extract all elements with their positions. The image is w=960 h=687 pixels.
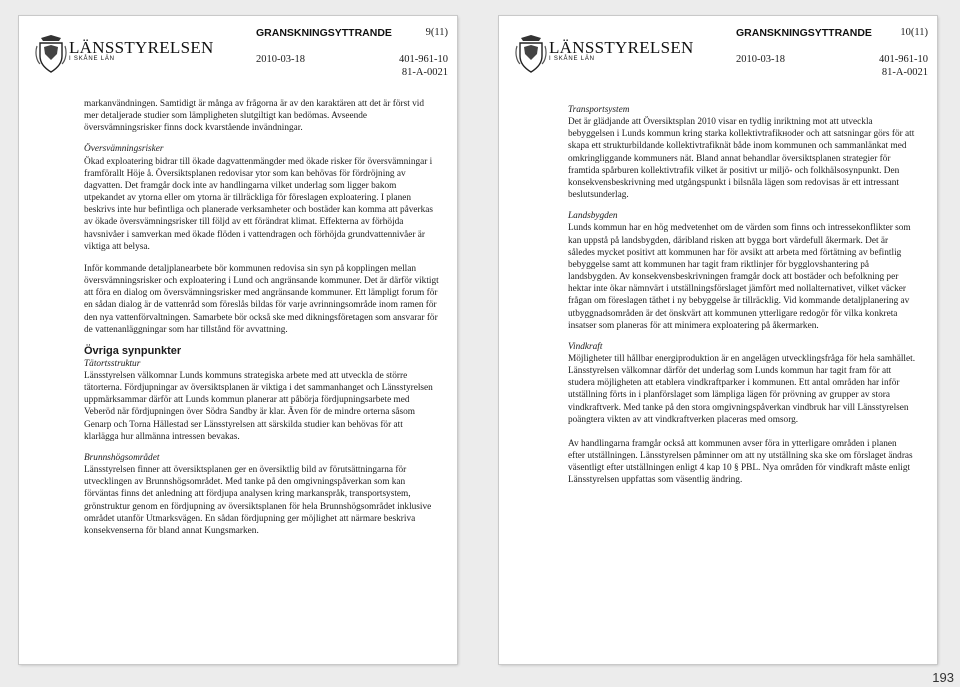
urban-section [84,358,439,443]
flood-paragraph: Ökad exploatering bidrar till ökade dagvattenmängder med ökade risker för översvämningar i framförallt Höje å. Översiktsplanen redovisar ytor som kan behövas för fördröjning av dagvatten. Det framgår dock inte av handlingarna vilket underlag som ligger bakom utpekandet av ytorna eller om ytorna är tillräckliga för föreslagen exploatering. I planen beskrivs inte hur befintliga och planerade verksamheter och bostäder kan komma att påverkas av ökade översvämningsrisker till följd av ett förändrat klimat. Effekterna av förhöjda havsnivåer i samverkan med ökade flöden i vattendragen och förhöjda grundvattennivåer är viktiga att belysa. [84,156,434,252]
rural-paragraph: Lunds kommun har en hög medvetenhet om de värden som finns och intressekonflikter som kan uppstå på landsbygden, däribland risken att bygga bort värdefull åkermark. Det är således mycket positivt att kommunen har för avsikt att arbeta med förtätning av befintlig bebyggelse samt att kommunen har tagit fram riktlinjer för bygglovshantering på landsbygden. Av konsekvensbeskrivningen framgår dock att bostäder och befolkning per hektar inte ökar nämnvärt i utställningsförslaget jämfört med nollalternativet, vilket väcker frågan om föreslagen täthet i ny bebyggelse är tillräcklig. Vid kommande detaljplanering av utbyggnadsområden är det önskvärt att kommunen ytterligare redogör för vilka konkreta insatser som planeras för att minimera exploatering på åkermarken. [568,223,911,331]
document-type: GRANSKNINGSYTTRANDE [256,27,392,39]
transport-section [568,104,916,201]
document-type: GRANSKNINGSYTTRANDE [736,27,872,39]
page-number: 9(11) [425,27,448,38]
closing-paragraph: Av handlingarna framgår också att kommunen avser föra in ytterligare områden i planen efter utställningen. Länsstyrelsen påminner om att ny utställning ska ske om förslaget ändras väsentligt efter utställningen enligt 4 kap 10 § PBL. Nya områden för vindkraft måste enligt Länsstyrelsen uppfattas som väsentlig ändring. [568,438,913,486]
page-body [84,98,439,549]
agency-logo-name: LÄNSSTYRELSEN [69,38,214,57]
transport-heading: Transportsystem [568,105,630,115]
rural-heading: Landsbygden [568,211,618,222]
flood-section [84,143,439,252]
other-comments-heading: Övriga synpunkter [84,344,182,357]
transport-paragraph: Det är glädjande att Översiktsplan 2010 visar en tydlig inriktning mot att utveckla bebyggelsen i Lunds kommun kring starka kollektivtrafikноder och att satsningar görs för att skapa ett strukturbildande kollektivtrafiknät både inom kommunen och sammanlänkat med omkringliggande kommuners nät. Bland annat behandlar översiktsplanen strategier för framtida spårburen kollektivtrafik vilket är positivt ur miljö- och folkhälsosynpunkt. Den konsekvensbeskrivning med utgångspunkt i bilsnåla lägen som redovisas är ett intressant beslutsunderlag. [568,117,915,201]
document-page-right [499,16,937,664]
page-body [568,104,916,499]
coat-of-arms-icon [515,34,547,74]
brunnshog-paragraph: Länsstyrelsen finner att översiktsplanen ger en översiktlig bild av förutsättningarna för utvecklingen av Brunnshögsområdet. Med tanke på den omgivningspåverkan som kan förväntas finns det anledning att fördjupa analysen kring markanspråk, transportsystem, grönstruktur genom en fördjupning av översiktsplanen för hela Brunnshögsområdet inklusive området utanför Utmarksvägen. En sådan fördjupning ger möjlighet att närmare beskriva konsekvenserna för bland annat Kungsmarken. [84,465,432,536]
corner-page-number: 193 [932,670,954,685]
urban-heading: Tätortsstruktur [84,358,141,369]
rural-section [568,210,916,332]
urban-paragraph: Länsstyrelsen välkomnar Lunds kommuns strategiska arbete med att utveckla de större tätorterna. Fördjupningar av översiktsplanen är viktiga i det sammanhanget och Länsstyrelsen uppmärksammar därför att Lunds kommun planerar att påbörja fördjupningsarbete med Veberöd när fördjupningen över Södra Sandby är klar. Även för de mindre orterna såsom Genarp och Torna Hällestad ser Länsstyrelsen att särskilda studier kan behövas för att klarlägga hur allmänna intressen bevakas. [84,370,433,442]
document-date: 2010-03-18 [256,54,305,65]
reference-code: 81-A-0021 [881,67,928,78]
coat-of-arms-icon [35,34,67,74]
reference-number: 401-961-10 [399,54,448,65]
agency-logo-name: LÄNSSTYRELSEN [549,38,694,57]
agency-logo-subtitle: I SKÅNE LÄN [69,56,115,62]
brunnshog-section [84,452,439,537]
intro-paragraph: markanvändningen. Samtidigt är många av frågorna är av den karaktären att det är först vid mer detaljerade studier som lämpligheten slutgiltigt kan bedömas. Avseende översvämningsrisker finns dock kvarstående invändningar. [84,99,424,134]
document-date: 2010-03-18 [736,54,785,65]
flood-heading: Översvämningsrisker [84,144,164,155]
reference-number: 401-961-10 [879,54,928,65]
detail-plan-paragraph: Inför kommande detaljplanearbete bör kommunen redovisa sin syn på kopplingen mellan översvämningsrisker och exploatering i Lund och angränsande kommuner. Det är därför viktigt att föra en dialog om översvämningsrisker med angränsande kommuner. Ett lämpligt forum för en sådan dialog är de vattenråd som föreslås bildas för varje avrinningsområde inom ramen för den nya vattenförvaltningen. Samarbete bör också ske med dikningsföretagen som ansvarar för de vattenanläggningar som har tillstånd för avvattning. [84,263,439,335]
page-number: 10(11) [900,27,928,38]
reference-code: 81-A-0021 [401,67,448,78]
agency-logo-subtitle: I SKÅNE LÄN [549,56,595,62]
wind-paragraph: Möjligheter till hållbar energiproduktion är en angelägen utvecklingsfråga för hela samhället. Länsstyrelsen välkomnar därför det underlag som Lunds kommun har tagit fram för att studera möjligheten att etablera vindkraftparker i kommunen. Ett antal områden har inför utställning förts in i planförslaget som lämpliga lägen för prövning av grupper av stora vindkraftverk. Med tanke på den stora omgivningspåverkan vindbruk har vill Länsstyrelsen poängtera vikten av att vindkraftverken placeras med omsorg. [568,353,916,425]
wind-heading: Vindkraft [568,341,603,352]
document-page-left [19,16,457,664]
brunnshog-heading: Brunnshögsområdet [84,452,160,463]
wind-section [568,341,916,426]
